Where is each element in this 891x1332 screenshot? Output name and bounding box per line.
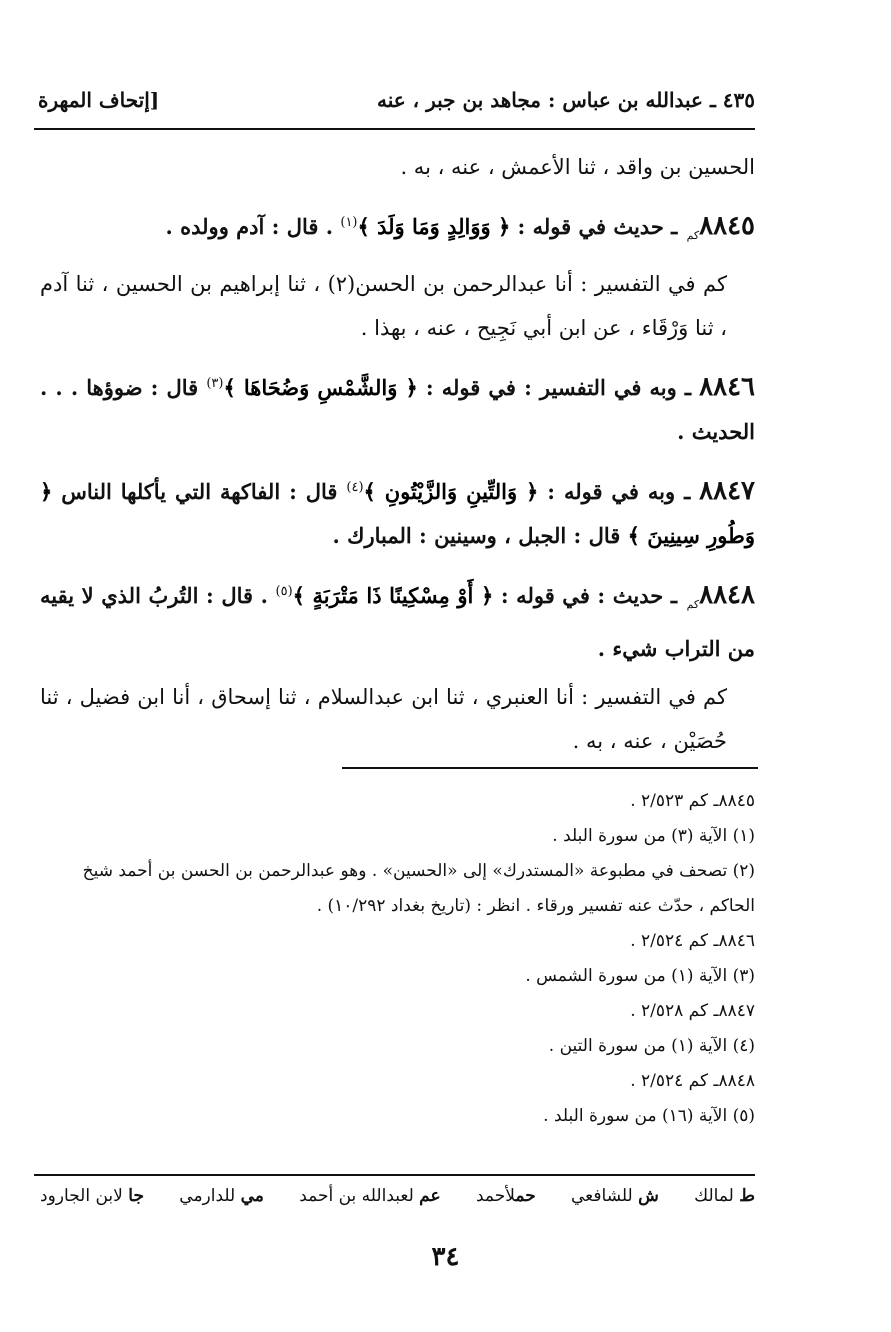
quran-verse: ﴿ وَوَالِدٍ وَمَا وَلَدَ ﴾ [357,214,511,239]
footnote-divider [342,767,758,769]
footnotes [46,784,755,1134]
isnad-source: كم في التفسير : أنا عبدالرحمن بن الحسن(٢) ، ثنا إبراهيم بن الحسين ، ثنا آدم ، ثنا وَرْقَاء ، عن ابن أبي نَجِيح ، عنه ، بهذا . [40,272,727,341]
source-marker: كم [686,598,700,612]
footnote: ٨٨٤٨ـ كم ٢/٥٢٤ . [630,1071,755,1091]
entry-text: . قال : التُربُ الذي لا يقيه من التراب شيء . [40,583,755,662]
hadith-entry-8845 [40,201,755,258]
footnote-ref: (٣) [206,376,224,392]
entry-text: . قال : آدم وولده . [165,214,341,239]
footnote: ٨٨٤٥ـ كم ٢/٥٢٣ . [630,791,755,811]
entry-text-2: قال : الجبل ، وسينين : المبارك . [332,523,628,549]
siglum-item: ش للشافعي [571,1186,659,1206]
siglum-item: ط لمالك [694,1186,755,1206]
footnote: (٣) الآية (١) من سورة الشمس . [525,966,755,986]
footnote: ٨٨٤٦ـ كم ٢/٥٢٤ . [630,931,755,951]
footnote-ref: (٤) [346,480,364,496]
running-head-chapter: ٤٣٥ ـ عبدالله بن عباس : مجاهد بن جبر ، عنه [377,88,755,112]
header-divider [34,128,755,130]
sigla-divider [34,1174,755,1176]
quran-verse: ﴿ أَوْ مِسْكِينًا ذَا مَتْرَبَةٍ ﴾ [292,583,494,609]
quran-verse: ﴿ وَالتِّينِ وَالزَّيْتُونِ ﴾ [363,479,539,505]
entry-number: ٨٨٤٦ [699,372,755,403]
entry-text: قال : ضوؤها . . . الحديث . [40,375,755,445]
footnote-ref: (٥) [275,584,293,600]
hadith-entry-8847 [40,466,755,558]
footnote-ref: (١) [340,215,358,230]
footnote: ٨٨٤٧ـ كم ٢/٥٢٨ . [630,1001,755,1021]
footnote: (٥) الآية (١٦) من سورة البلد . [543,1106,755,1126]
quran-verse: ﴿ وَالشَّمْسِ وَضُحَاهَا ﴾ [223,375,418,401]
source-marker: كم [686,229,700,243]
running-head [38,84,755,116]
sigla-key [40,1186,755,1206]
siglum-item: حملأحمد [475,1186,536,1206]
siglum-item: مي للدارمي [179,1186,264,1206]
entry-intro: ـ وبه في التفسير : في قوله : [417,375,700,401]
hadith-entry-8848 [40,570,755,671]
entry-text: قال : الفاكهة التي يأكلها الناس [52,479,347,505]
footnote: (٤) الآية (١) من سورة التين . [548,1036,755,1056]
footnote: (١) الآية (٣) من سورة البلد . [552,826,755,846]
siglum-item: عم لعبدالله بن أحمد [299,1186,441,1206]
entry-intro: ـ حديث في قوله : [510,214,685,239]
entry-intro: ـ وبه في قوله : [538,479,700,505]
entry-intro: ـ حديث : في قوله : [493,583,685,609]
page-number: ٣٤ [431,1242,460,1272]
continuation-line: الحسين بن واقد ، ثنا الأعمش ، عنه ، به . [400,155,755,179]
isnad-source: كم في التفسير : أنا العنبري ، ثنا ابن عبدالسلام ، ثنا إسحاق ، أنا ابن فضيل ، ثنا حُصَيْن ، عنه ، به . [40,685,727,754]
siglum-item: جا لابن الجارود [40,1186,144,1206]
entry-number: ٨٨٤٥ [699,211,755,241]
main-text [40,145,755,767]
footnote: (٢) تصحف في مطبوعة «المستدرك» إلى «الحسين» . وهو عبدالرحمن بن الحسن بن أحمد شيخ الحاكم ، حدّث عنه تفسير ورقاء . انظر : (تاريخ بغداد ١٠/٢٩٢) . [82,861,755,916]
hadith-entry-8846 [40,362,755,454]
quran-verse-2: ﴿ وَطُورِ سِينِينَ ﴾ [40,479,755,549]
entry-number: ٨٨٤٨ [699,580,755,611]
entry-number: ٨٨٤٧ [699,476,755,507]
running-head-book-title: [إتحاف المهرة [38,88,160,112]
